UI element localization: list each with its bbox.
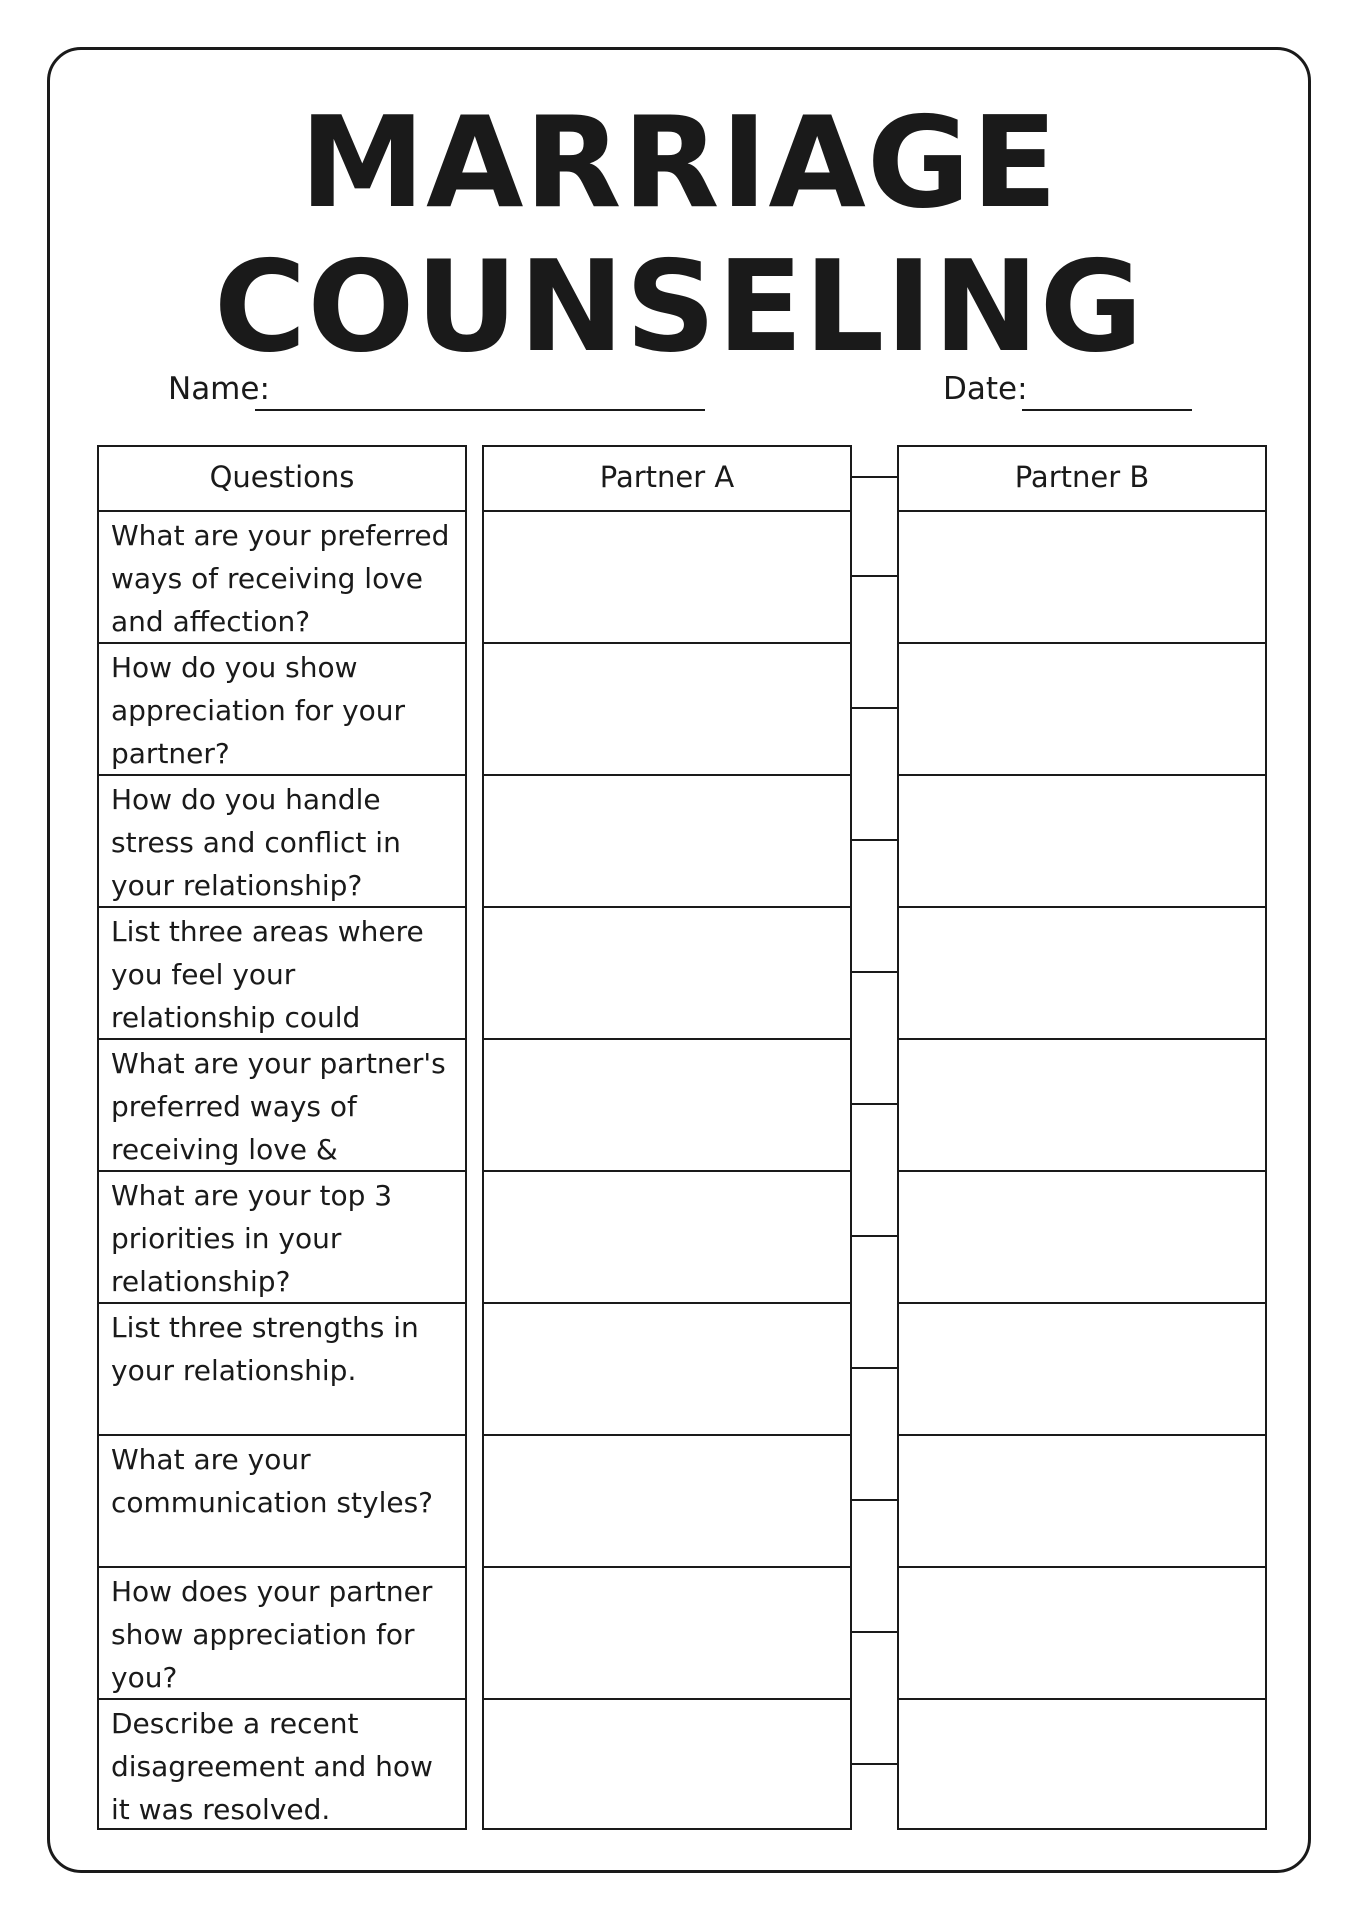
question-cell-4: List three areas where you feel your relationship could [97, 906, 467, 1038]
question-cell-10: Describe a recent disagreement and how it was resolved. [97, 1698, 467, 1830]
question-cell-8: What are your communication styles? [97, 1434, 467, 1566]
name-field[interactable] [255, 409, 705, 411]
connector-line [852, 1499, 897, 1501]
connector-line [852, 476, 897, 478]
connector-line [852, 707, 897, 709]
connector-line [852, 1763, 897, 1765]
partner-b-answer-10[interactable] [897, 1698, 1267, 1830]
partner-b-answer-4[interactable] [897, 906, 1267, 1038]
partner-a-header: Partner A [482, 445, 852, 510]
question-cell-2: How do you show appreciation for your partner? [97, 642, 467, 774]
partner-a-answer-7[interactable] [482, 1302, 852, 1434]
partner-b-answer-6[interactable] [897, 1170, 1267, 1302]
connector-line [852, 1367, 897, 1369]
date-label: Date: [943, 371, 1028, 407]
partner-a-answer-1[interactable] [482, 510, 852, 642]
partner-a-answer-8[interactable] [482, 1434, 852, 1566]
partner-b-answer-8[interactable] [897, 1434, 1267, 1566]
connector-line [852, 1631, 897, 1633]
connector-line [852, 1103, 897, 1105]
connector-line [852, 575, 897, 577]
partner-b-answer-9[interactable] [897, 1566, 1267, 1698]
partner-a-answer-6[interactable] [482, 1170, 852, 1302]
questions-header: Questions [97, 445, 467, 510]
title-line-1: MARRIAGE [299, 89, 1059, 236]
name-label: Name: [168, 371, 270, 407]
connector-line [852, 971, 897, 973]
partner-b-answer-7[interactable] [897, 1302, 1267, 1434]
question-cell-7: List three strengths in your relationship. [97, 1302, 467, 1434]
partner-b-header: Partner B [897, 445, 1267, 510]
question-cell-1: What are your preferred ways of receiving love and affection? [97, 510, 467, 642]
partner-a-answer-2[interactable] [482, 642, 852, 774]
question-cell-5: What are your partner's preferred ways of receiving love & [97, 1038, 467, 1170]
partner-b-answer-5[interactable] [897, 1038, 1267, 1170]
question-cell-6: What are your top 3 priorities in your relationship? [97, 1170, 467, 1302]
partner-a-answer-9[interactable] [482, 1566, 852, 1698]
partner-b-answer-2[interactable] [897, 642, 1267, 774]
connector-line [852, 839, 897, 841]
title-line-2: COUNSELING [213, 233, 1145, 380]
question-cell-3: How do you handle stress and conflict in your relationship? [97, 774, 467, 906]
date-field[interactable] [1022, 409, 1192, 411]
connector-line [852, 1235, 897, 1237]
partner-a-answer-4[interactable] [482, 906, 852, 1038]
partner-b-answer-1[interactable] [897, 510, 1267, 642]
partner-b-answer-3[interactable] [897, 774, 1267, 906]
questions-column [97, 445, 467, 1830]
question-cell-9: How does your partner show appreciation for you? [97, 1566, 467, 1698]
partner-a-column [482, 445, 852, 1830]
partner-a-answer-3[interactable] [482, 774, 852, 906]
partner-b-column [897, 445, 1267, 1830]
partner-a-answer-10[interactable] [482, 1698, 852, 1830]
partner-a-answer-5[interactable] [482, 1038, 852, 1170]
